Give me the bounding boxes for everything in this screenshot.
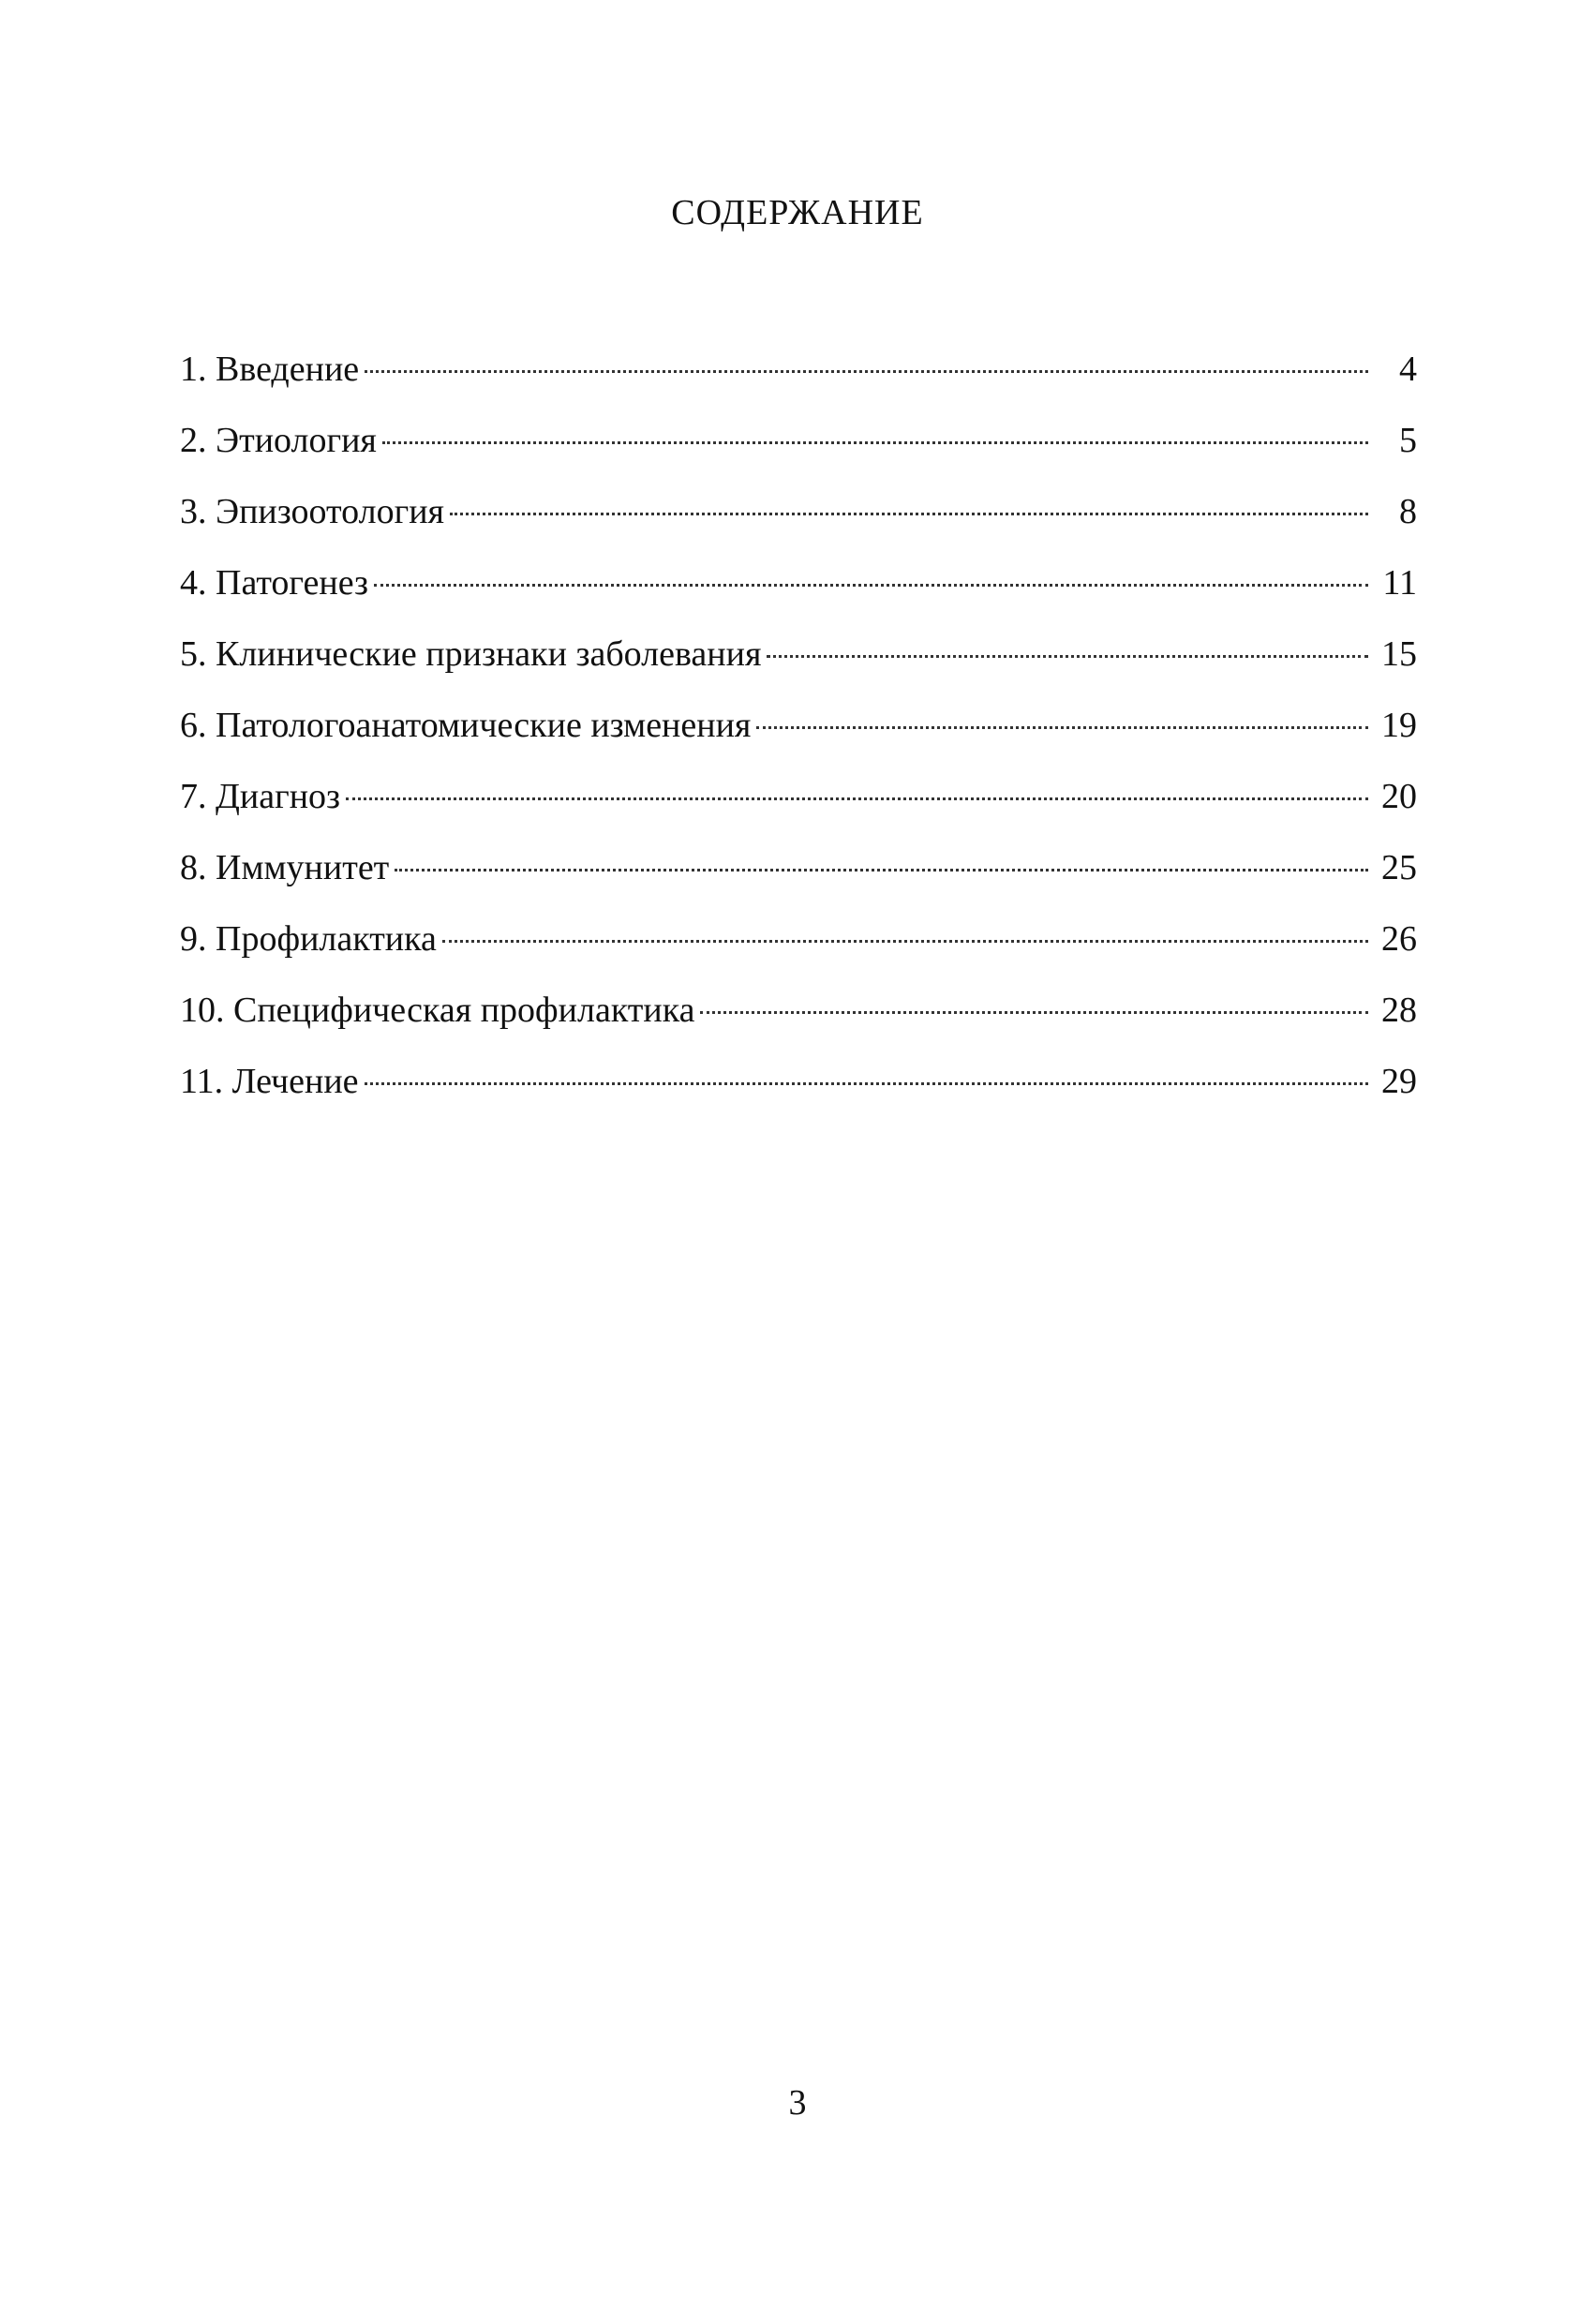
toc-entry-page: 26	[1381, 919, 1417, 959]
toc-entry	[180, 690, 1417, 761]
toc-entry-label: 2. Этиология	[180, 421, 377, 460]
toc-entry	[180, 618, 1417, 690]
toc-entry-page: 28	[1381, 991, 1417, 1030]
page-title: СОДЕРЖАНИЕ	[671, 193, 924, 232]
toc-entry-page: 4	[1399, 350, 1417, 389]
toc-entry-label: 8. Иммунитет	[180, 848, 390, 887]
page-number: 3	[788, 2083, 807, 2123]
toc-entry-page: 15	[1381, 634, 1417, 674]
toc-entry	[180, 1046, 1417, 1117]
toc-entry	[180, 334, 1417, 405]
toc-dot-leader	[374, 584, 1368, 587]
toc-dot-leader	[767, 655, 1368, 658]
toc-dot-leader	[365, 370, 1368, 373]
toc-entry-label: 1. Введение	[180, 350, 360, 389]
toc-entry-label: 9. Профилактика	[180, 919, 437, 959]
toc-entry-label: 6. Патологоанатомические изменения	[180, 706, 752, 745]
toc-dot-leader	[756, 726, 1368, 729]
toc-entry	[180, 405, 1417, 476]
toc-entry	[180, 975, 1417, 1046]
toc-dot-leader	[700, 1011, 1368, 1014]
toc-entry-page: 5	[1399, 421, 1417, 460]
toc-entry	[180, 761, 1417, 832]
toc-entry-label: 4. Патогенез	[180, 563, 369, 603]
toc-dot-leader	[382, 441, 1368, 444]
toc-entry	[180, 547, 1417, 618]
toc-dot-leader	[450, 513, 1368, 515]
toc-entry-label: 10. Специфическая профилактика	[180, 991, 695, 1030]
toc-entry-page: 20	[1381, 777, 1417, 816]
toc-dot-leader	[346, 797, 1368, 800]
toc-entry	[180, 476, 1417, 547]
toc-entry-label: 11. Лечение	[180, 1062, 359, 1101]
toc-entry-page: 29	[1381, 1062, 1417, 1101]
table-of-contents	[180, 334, 1417, 1117]
toc-entry-page: 25	[1381, 848, 1417, 887]
toc-dot-leader	[395, 869, 1368, 872]
toc-entry-label: 3. Эпизоотология	[180, 492, 445, 531]
toc-entry-page: 19	[1381, 706, 1417, 745]
toc-entry-label: 7. Диагноз	[180, 777, 341, 816]
toc-dot-leader	[442, 940, 1368, 943]
toc-entry-page: 8	[1399, 492, 1417, 531]
toc-entry-page: 11	[1382, 563, 1417, 603]
toc-entry	[180, 832, 1417, 903]
toc-dot-leader	[365, 1082, 1368, 1085]
toc-entry	[180, 903, 1417, 975]
toc-entry-label: 5. Клинические признаки заболевания	[180, 634, 762, 674]
